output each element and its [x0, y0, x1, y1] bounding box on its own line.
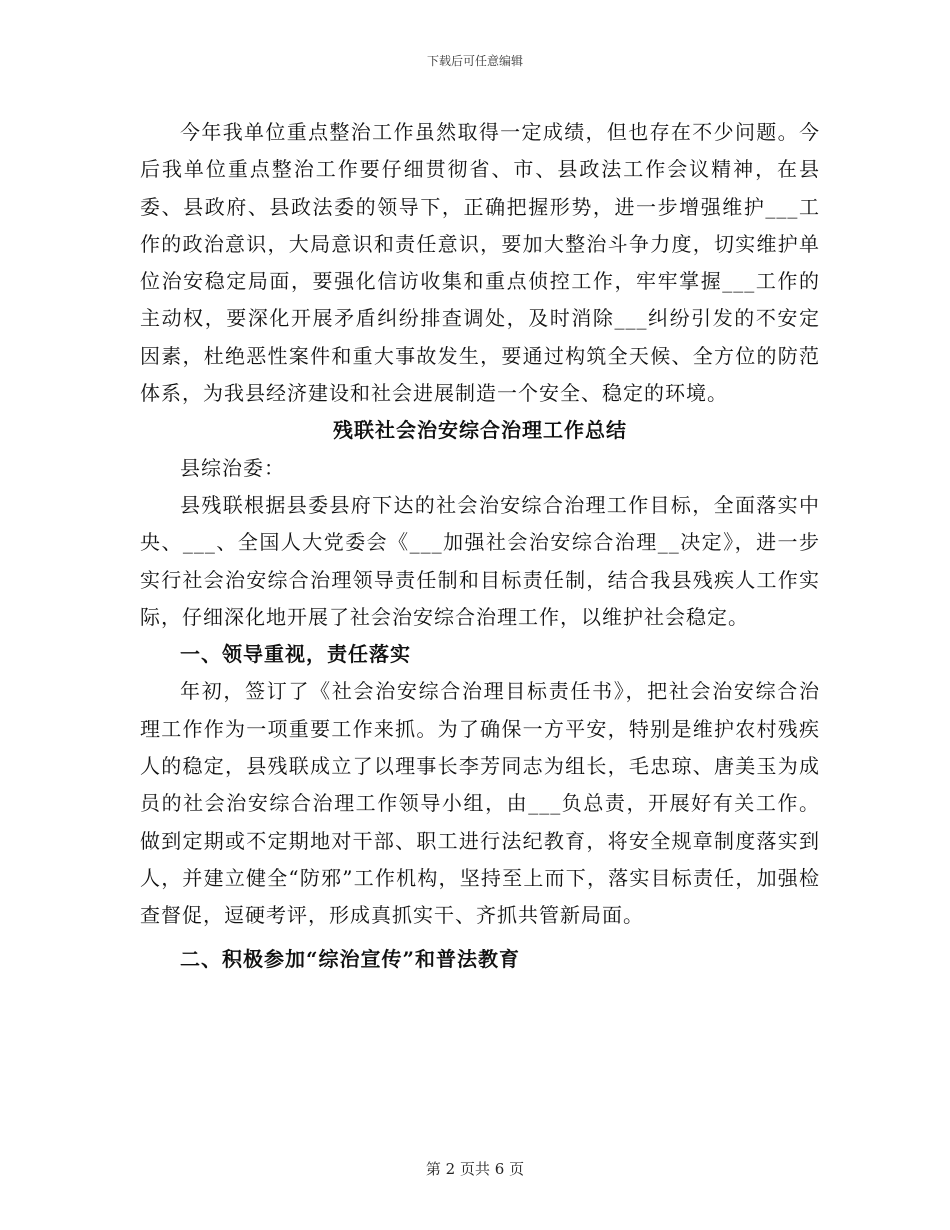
section-heading-1: 一、领导重视，责任落实 [180, 642, 411, 667]
document-title: 残联社会治安综合治理工作总结 [333, 418, 627, 443]
paragraph-leadership: 年初，签订了《社会治安综合治理目标责任书》，把社会治安综合治理工作作为一项重要工作来抓。为了确保一方平安，特别是维护农村残疾人的稳定，县残联成立了以理事长李芳同志为组长，毛忠琼、唐美玉为成员的社会治安综合治理工作领导小组，由___负总责，开展好有关工作。做到定期或不定期地对干部、职工进行法纪教育，将安全规章制度落实到人，并建立健全“防邪”工作机构，坚持至上而下，落实目标责任，加强检查督促，逗硬考评，形成真抓实干、齐抓共管新局面。 [140, 679, 820, 928]
document-body [140, 114, 820, 978]
paragraph-rectification-summary: 今年我单位重点整治工作虽然取得一定成绩，但也存在不少问题。今后我单位重点整治工作要仔细贯彻省、市、县政法工作会议精神，在县委、县政府、县政法委的领导下，正确把握形势，进一步增强维护___工作的政治意识，大局意识和责任意识，要加大整治斗争力度，切实维护单位治安稳定局面，要强化信访收集和重点侦控工作，牢牢掌握___工作的主动权，要深化开展矛盾纠纷排查调处，及时消除___纠纷引发的不安定因素，杜绝恶性案件和重大事故发生，要通过构筑全天候、全方位的防范体系，为我县经济建设和社会进展制造一个安全、稳定的环境。 [140, 120, 820, 406]
section-heading-2: 二、积极参加“综治宣传”和普法教育 [180, 946, 521, 971]
salutation: 县综治委： [180, 455, 285, 480]
paragraph-introduction: 县残联根据县委县府下达的社会治安综合治理工作目标，全面落实中央、___、全国人大党委会《___加强社会治安综合治理__决定》，进一步实行社会治安综合治理领导责任制和目标责任制，结合我县残疾人工作实际，仔细深化地开展了社会治安综合治理工作，以维护社会稳定。 [140, 492, 820, 629]
page-header: 下载后可任意编辑 [426, 54, 523, 68]
page-footer: 第 2 页共 6 页 [425, 1160, 525, 1178]
